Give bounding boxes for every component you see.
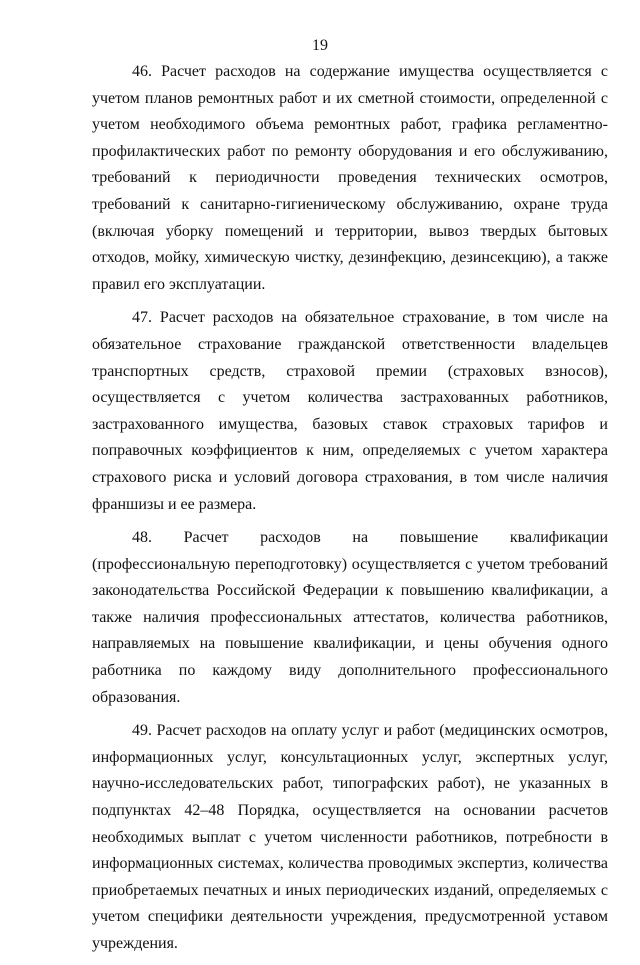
paragraph-46: 46. Расчет расходов на содержание имущества осуществляется с учетом планов ремонтных работ и их сметной стоимости, определенной с учетом необходимого объема ремонтных работ, графика регламентно-профилактических работ по ремонту оборудования и его обслуживанию, требований к периодичности проведения технических осмотров, требований к санитарно-гигиеническому обслуживанию, охране труда (включая уборку помещений и территории, вывоз твердых бытовых отходов, мойку, химическую чистку, дезинфекцию, дезинсекцию), а также правил его эксплуатации. <box>92 63 608 293</box>
paragraph-48: 48. Расчет расходов на повышение квалификации (профессиональную переподготовку) осуществляется с учетом требований законодательства Российской Федерации к повышению квалификации, а также наличия профессиональных аттестатов, количества работников, направляемых на повышение квалификации, и цены обучения одного работника по каждому виду дополнительного профессионального образования. <box>92 529 608 706</box>
page-number: 19 <box>312 37 328 54</box>
paragraph-47: 47. Расчет расходов на обязательное страхование, в том числе на обязательное страхование гражданской ответственности владельцев транспортных средств, страховой премии (страховых взносов), осуществляется с учетом количества застрахованных работников, застрахованного имущества, базовых ставок страховых тарифов и поправочных коэффициентов к ним, определяемых с учетом характера страхового риска и условий договора страхования, в том числе наличия франшизы и ее размера. <box>92 309 608 513</box>
paragraph-49: 49. Расчет расходов на оплату услуг и работ (медицинских осмотров, информационных услуг, консультационных услуг, экспертных услуг, научно-исследовательских работ, типографских работ), не указанных в подпунктах 42–48 Порядка, осуществляется на основании расчетов необходимых выплат с учетом численности работников, потребности в информационных системах, количества проводимых экспертиз, количества приобретаемых печатных и иных периодических изданий, определяемых с учетом специфики деятельности учреждения, предусмотренной уставом учреждения. <box>92 722 608 952</box>
document-body <box>92 59 608 965</box>
